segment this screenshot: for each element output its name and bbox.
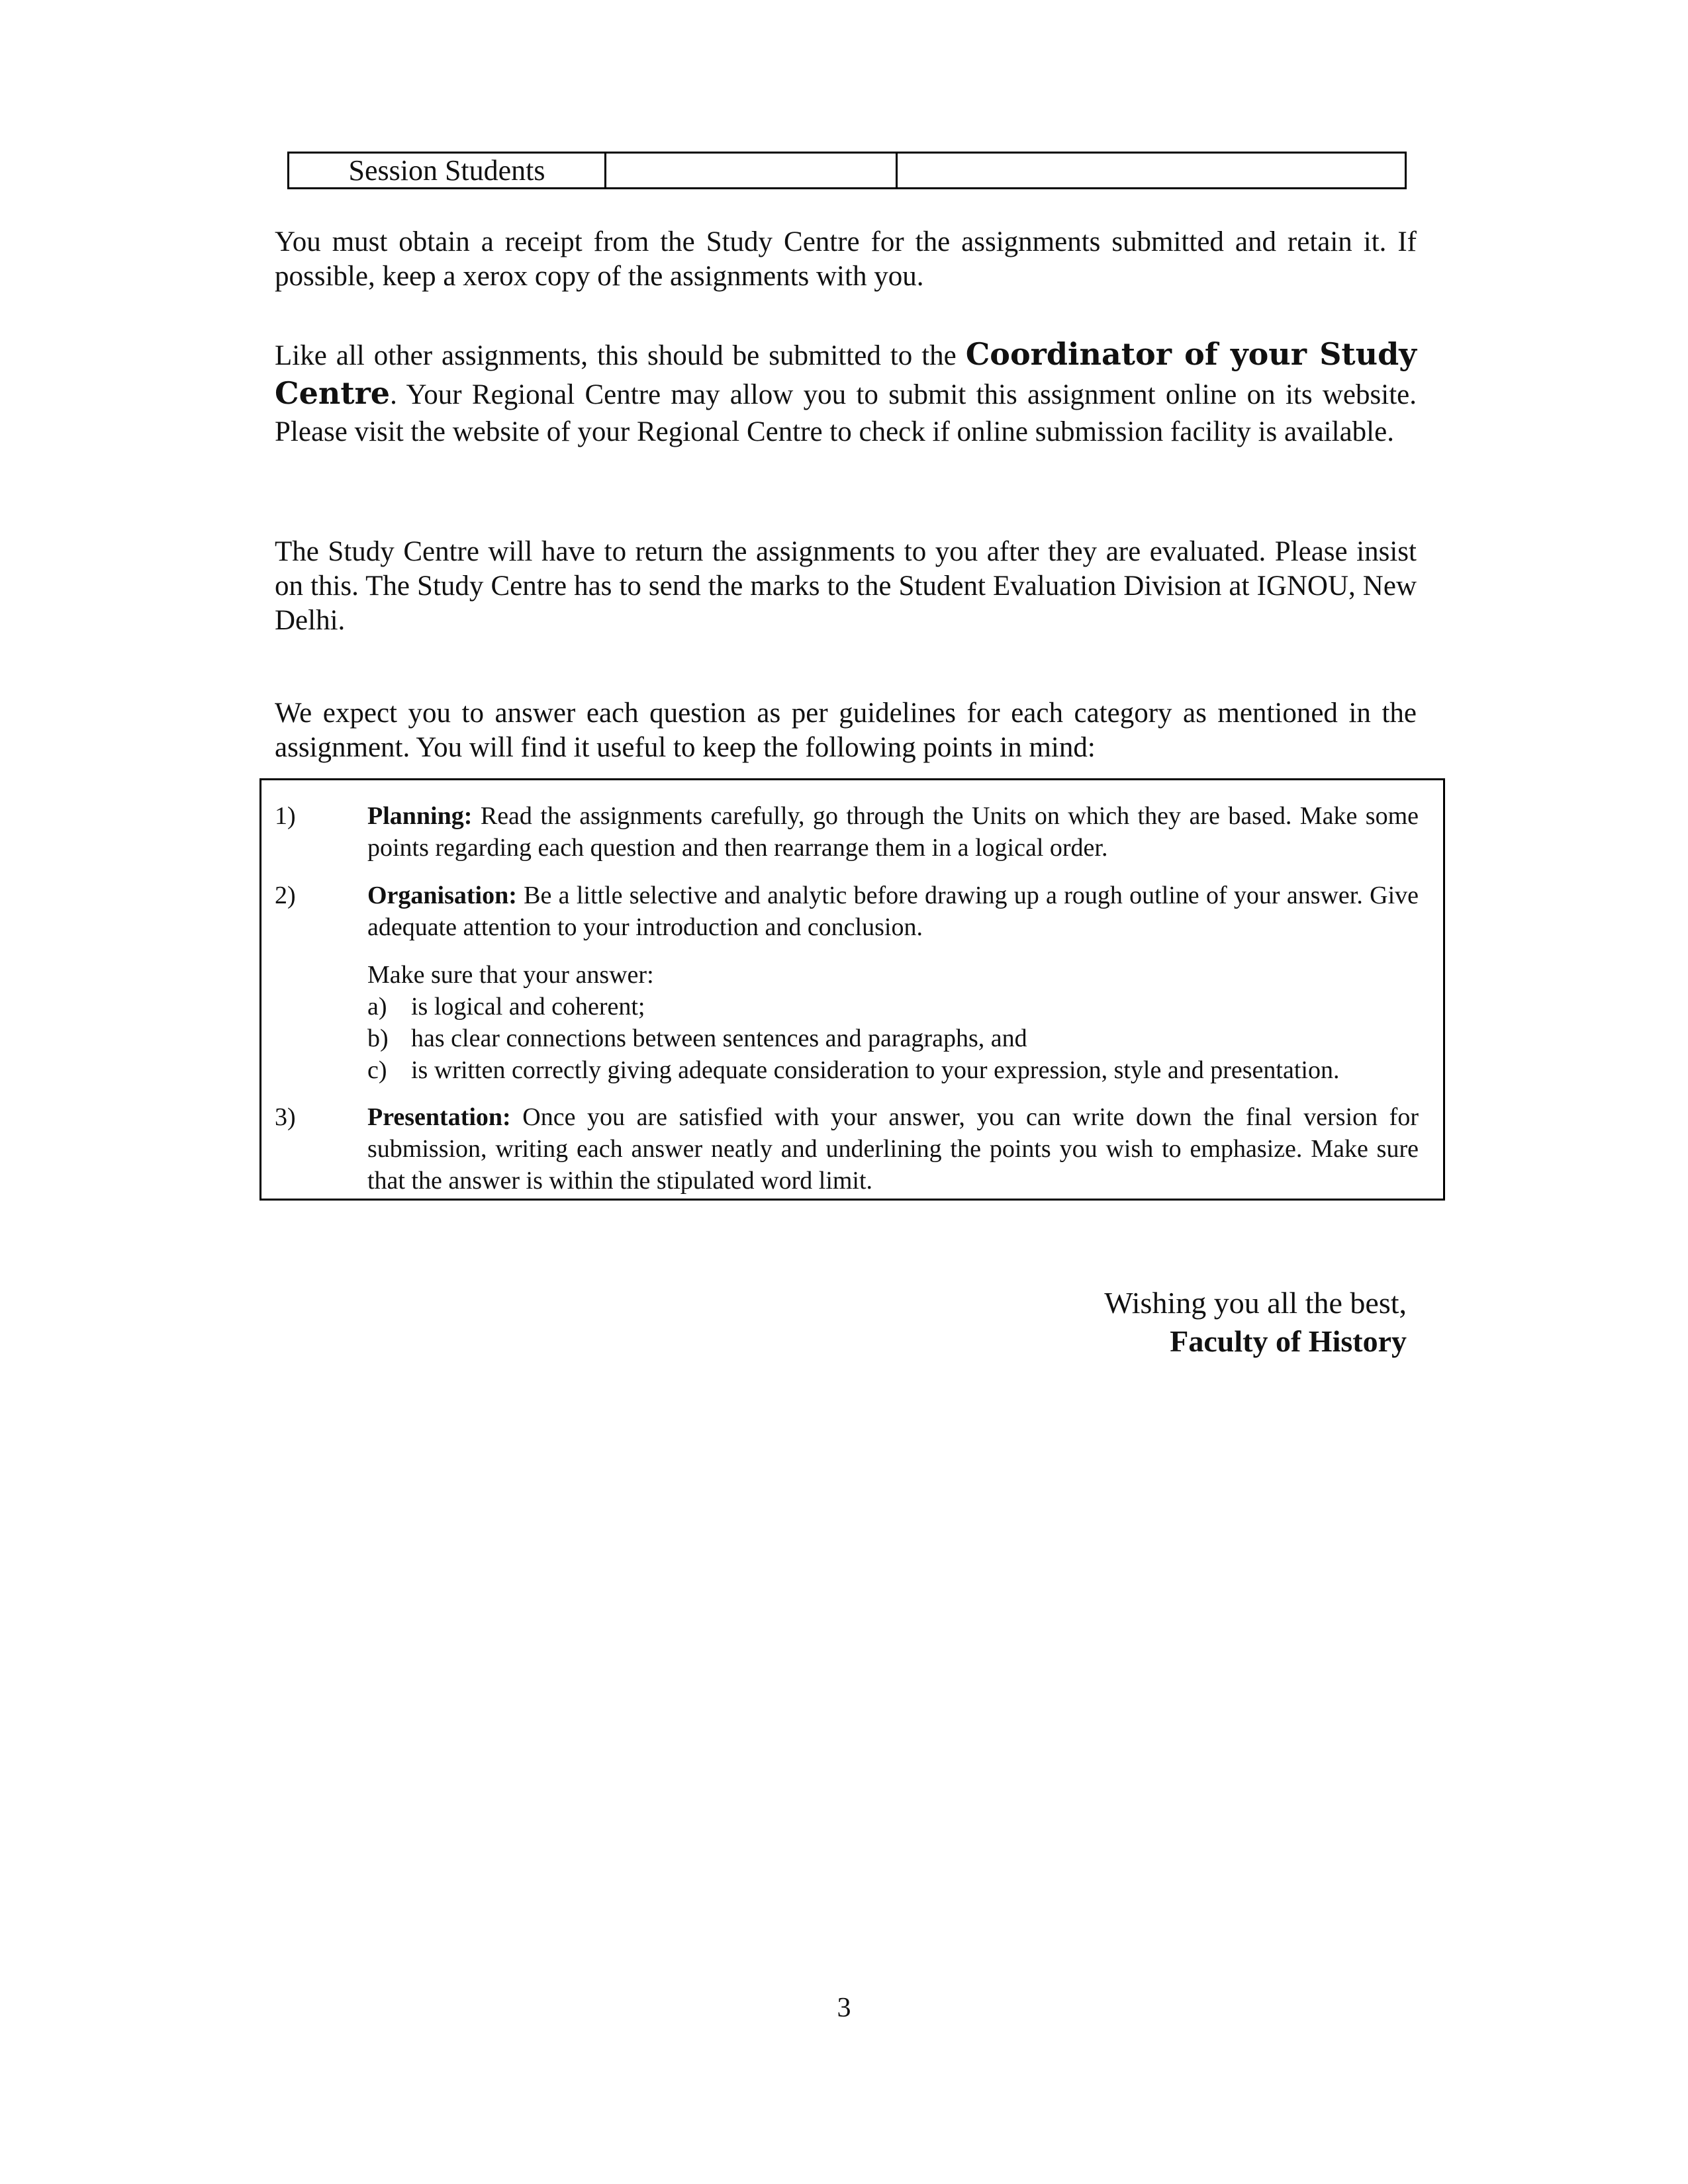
table-cell	[897, 153, 1406, 189]
item-body	[367, 1101, 1419, 1197]
receipt-paragraph: You must obtain a receipt from the Study Centre for the assignments submitted and retain it. If possible, keep a xerox copy of the assignments with you.	[275, 226, 1417, 292]
list-text: is written correctly giving adequate consideration to your expression, style and presentation.	[411, 1056, 1340, 1084]
list-item	[367, 991, 1427, 1023]
closing-wish: Wishing you all the best,	[1104, 1286, 1407, 1320]
expectation-paragraph: We expect you to answer each question as per guidelines for each category as mentioned in the assignment. You will find it useful to keep the following points in mind:	[275, 698, 1417, 763]
faculty-signature: Faculty of History	[1170, 1324, 1407, 1358]
list-item	[367, 1054, 1427, 1086]
list-text: has clear connections between sentences and paragraphs, and	[411, 1024, 1027, 1052]
table-cell	[606, 153, 897, 189]
answer-checklist	[367, 959, 1427, 1086]
checklist-intro: Make sure that your answer:	[367, 961, 654, 989]
coordinator-emphasis: Coordinator of your Study Centre	[275, 336, 1417, 411]
list-text: is logical and coherent;	[411, 993, 645, 1021]
item-number: 2)	[275, 882, 296, 909]
item-title: Planning:	[367, 802, 473, 830]
table-row	[289, 153, 1406, 189]
return-paragraph: The Study Centre will have to return the assignments to you after they are evaluated. Please insist on this. The Study Centre has to send the marks to the Student Evaluation Division at IGNOU, New Delhi.	[275, 536, 1417, 636]
item-title: Presentation:	[367, 1103, 511, 1131]
item-body	[367, 800, 1419, 864]
submission-text-start: Like all other assignments, this should be submitted to the	[275, 340, 966, 371]
item-body	[367, 880, 1419, 943]
item-title: Organisation:	[367, 882, 517, 909]
session-students-cell: Session Students	[289, 153, 606, 189]
item-number: 3)	[275, 1103, 296, 1131]
list-letter: a)	[367, 993, 387, 1021]
item-text: Read the assignments carefully, go through the Units on which they are based. Make some points regarding each question and then rearrange them in a logical order.	[367, 802, 1419, 862]
session-table	[287, 152, 1407, 189]
list-item	[367, 1023, 1427, 1054]
submission-paragraph	[275, 336, 1417, 451]
submission-text-end: . Your Regional Centre may allow you to submit this assignment online on its website. Please visit the website of your Regional Centre to check if online submission facility is available.	[275, 379, 1417, 447]
page-number: 3	[837, 1993, 851, 2023]
item-text: Once you are satisfied with your answer, you can write down the final version for submission, writing each answer neatly and underlining the points you wish to emphasize. Make sure that the answer is within the stipulated word limit.	[367, 1103, 1419, 1195]
list-letter: c)	[367, 1056, 387, 1084]
list-letter: b)	[367, 1024, 389, 1052]
closing-signature	[1104, 1284, 1407, 1361]
item-number: 1)	[275, 802, 296, 830]
item-text: Be a little selective and analytic before drawing up a rough outline of your answer. Give adequate attention to your introduction and conclusion.	[367, 882, 1419, 941]
guidelines-box	[259, 778, 1445, 1201]
